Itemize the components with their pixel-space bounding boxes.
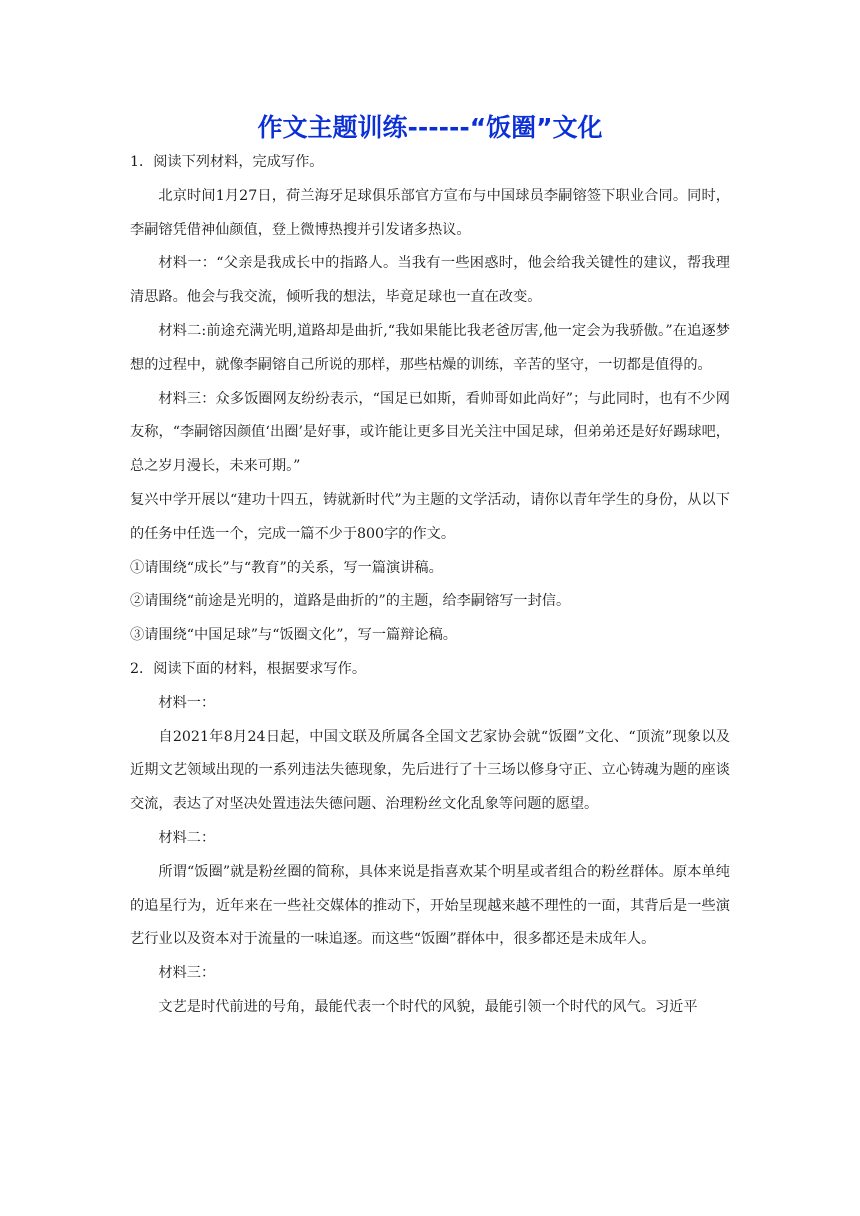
question-1-material-1: 材料一：“父亲是我成长中的指路人。当我有一些困惑时，他会给我关键性的建议，帮我理清思路。他会与我交流，倾听我的想法，毕竟足球也一直在改变。: [130, 255, 730, 306]
question-2-material-1-text: 自2021年8月24日起，中国文联及所属各全国文艺家协会就“饭圈”文化、“顶流”现象以及近期文艺领域出现的一系列违法失德现象，先后进行了十三场以修身守正、立心铸魂为题的座谈交流，表达了对坚决处置违法失德问题、治理粉丝文化乱象等问题的愿望。: [130, 728, 730, 813]
question-1-intro: 北京时间1月27日，荷兰海牙足球俱乐部官方宣布与中国球员李嗣镕签下职业合同。同时，李嗣镕凭借神仙颜值，登上微博热搜并引发诸多热议。: [130, 187, 730, 238]
question-2-material-2-text: 所谓“饭圈”就是粉丝圈的简称，具体来说是指喜欢某个明星或者组合的粉丝群体。原本单纯的追星行为，近年来在一些社交媒体的推动下，开始呈现越来越不理性的一面，其背后是一些演艺行业以及资本对于流量的一味追逐。而这些“饭圈”群体中，很多都还是未成年人。: [130, 863, 730, 948]
question-2-heading: 2．阅读下面的材料，根据要求写作。: [130, 660, 367, 677]
question-2-material-2-label: 材料二：: [158, 829, 216, 846]
question-2-material-3-text: 文艺是时代前进的号角，最能代表一个时代的风貌，最能引领一个时代的风气。习近平: [158, 998, 698, 1015]
question-1-option-3: ③请围绕“中国足球”与“饭圈文化”，写一篇辩论稿。: [130, 627, 457, 644]
question-1-task: 复兴中学开展以“建功十四五，铸就新时代”为主题的文学活动，请你以青年学生的身份，从以下的任务中任选一个，完成一篇不少于800字的作文。: [130, 491, 730, 542]
question-1-option-1: ①请围绕“成长”与“教育”的关系，写一篇演讲稿。: [130, 559, 443, 576]
question-1-heading: 1．阅读下列材料，完成写作。: [130, 154, 324, 170]
question-1-material-3: 材料三：众多饭圈网友纷纷表示，“国足已如斯，看帅哥如此尚好”；与此同时，也有不少网友称，“李嗣镕因颜值‘出圈’是好事，或许能让更多目光关注中国足球，但弟弟还是好好踢球吧，总之岁月漫长，未来可期。”: [130, 390, 730, 475]
document-body: [130, 146, 730, 1025]
question-2-material-1-label: 材料一：: [158, 694, 216, 711]
question-2-material-3-label: 材料三：: [158, 965, 216, 982]
question-1-option-2: ②请围绕“前途是光明的，道路是曲折的”的主题，给李嗣镕写一封信。: [130, 593, 571, 610]
document-title: 作文主题训练------“饭圈”文化: [257, 113, 603, 142]
question-1-material-2: 材料二:前途充满光明,道路却是曲折,“我如果能比我老爸厉害,他一定会为我骄傲。”在追逐梦想的过程中，就像李嗣镕自己所说的那样，那些枯燥的训练，辛苦的坚守，一切都是值得的。: [130, 322, 730, 373]
